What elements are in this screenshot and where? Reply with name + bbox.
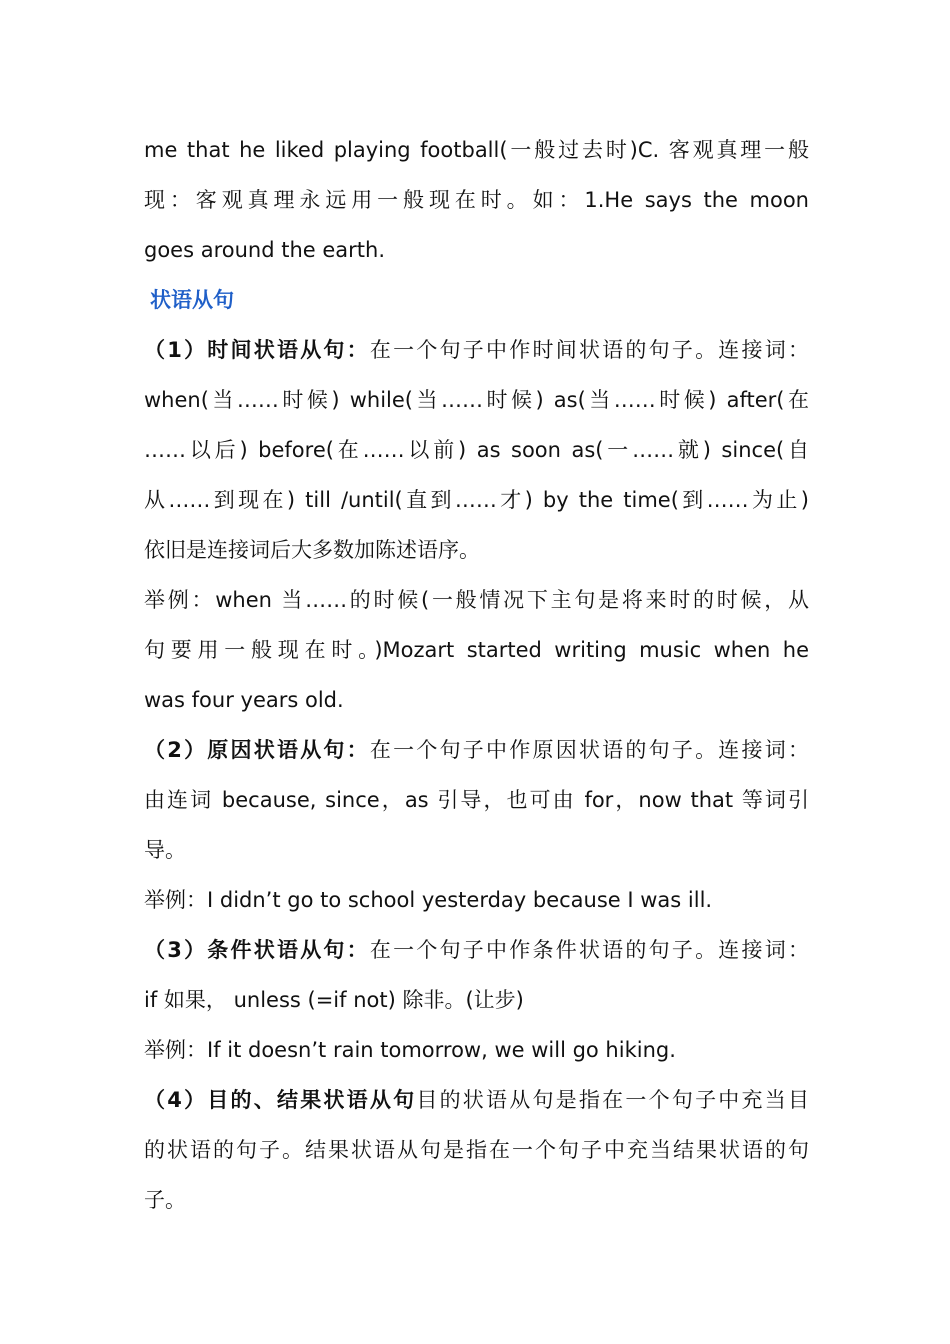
example-line: was four years old. xyxy=(144,688,344,712)
item-line: 的状语的句子。结果状语从句是指在一个句子中充当结果状语的句 xyxy=(144,1138,809,1162)
item-label: （4）目的、结果状语从句 xyxy=(144,1088,417,1112)
item-line xyxy=(144,925,809,975)
item-label: （1）时间状语从句： xyxy=(144,338,370,362)
clause-item-condition xyxy=(144,925,809,1075)
item-text: 在一个句子中作时间状语的句子。连接词： xyxy=(369,338,809,362)
item-text: 在一个句子中作条件状语的句子。连接词： xyxy=(369,938,809,962)
item-text: 在一个句子中作原因状语的句子。连接词： xyxy=(369,738,809,762)
item-text: 目的状语从句是指在一个句子中充当目 xyxy=(416,1088,809,1112)
section-heading: 状语从句 xyxy=(150,288,234,312)
item-line: if 如果， unless (=if not) 除非。(让步) xyxy=(144,988,524,1012)
item-line: 导。 xyxy=(144,838,186,862)
item-line xyxy=(144,1075,809,1125)
clause-item-purpose-result xyxy=(144,1075,809,1225)
intro-line-3: goes around the earth. xyxy=(144,238,386,262)
item-line: 从……到现在) till /until(直到……才) by the time(到……为止) xyxy=(144,488,809,512)
item-line: when(当……时候) while(当……时候) as(当……时候) after(在 xyxy=(144,388,809,412)
item-line: 由连词 because, since，as 引导，也可由 for，now that 等词引 xyxy=(144,788,809,812)
clause-item-time xyxy=(144,325,809,725)
example-line: 句要用一般现在时。)Mozart started writing music when he xyxy=(144,638,809,662)
example-line: 举例：when 当……的时候(一般情况下主句是将来时的时候，从 xyxy=(144,588,809,612)
item-line: ……以后) before(在……以前) as soon as(一……就) since(自 xyxy=(144,438,809,462)
intro-line-2: 现：客观真理永远用一般现在时。如：1.He says the moon xyxy=(144,188,809,212)
item-line xyxy=(144,725,809,775)
item-line: 子。 xyxy=(144,1188,186,1212)
document-page xyxy=(144,125,809,1225)
intro-line-1: me that he liked playing football(一般过去时)C. 客观真理一般 xyxy=(144,138,809,162)
item-line: 依旧是连接词后大多数加陈述语序。 xyxy=(144,538,480,562)
item-line xyxy=(144,325,809,375)
item-label: （2）原因状语从句： xyxy=(144,738,370,762)
item-label: （3）条件状语从句： xyxy=(144,938,370,962)
example-line: 举例：If it doesn’t rain tomorrow, we will go hiking. xyxy=(144,1038,676,1062)
clause-item-reason xyxy=(144,725,809,925)
example-line: 举例：I didn’t go to school yesterday because I was ill. xyxy=(144,888,713,912)
